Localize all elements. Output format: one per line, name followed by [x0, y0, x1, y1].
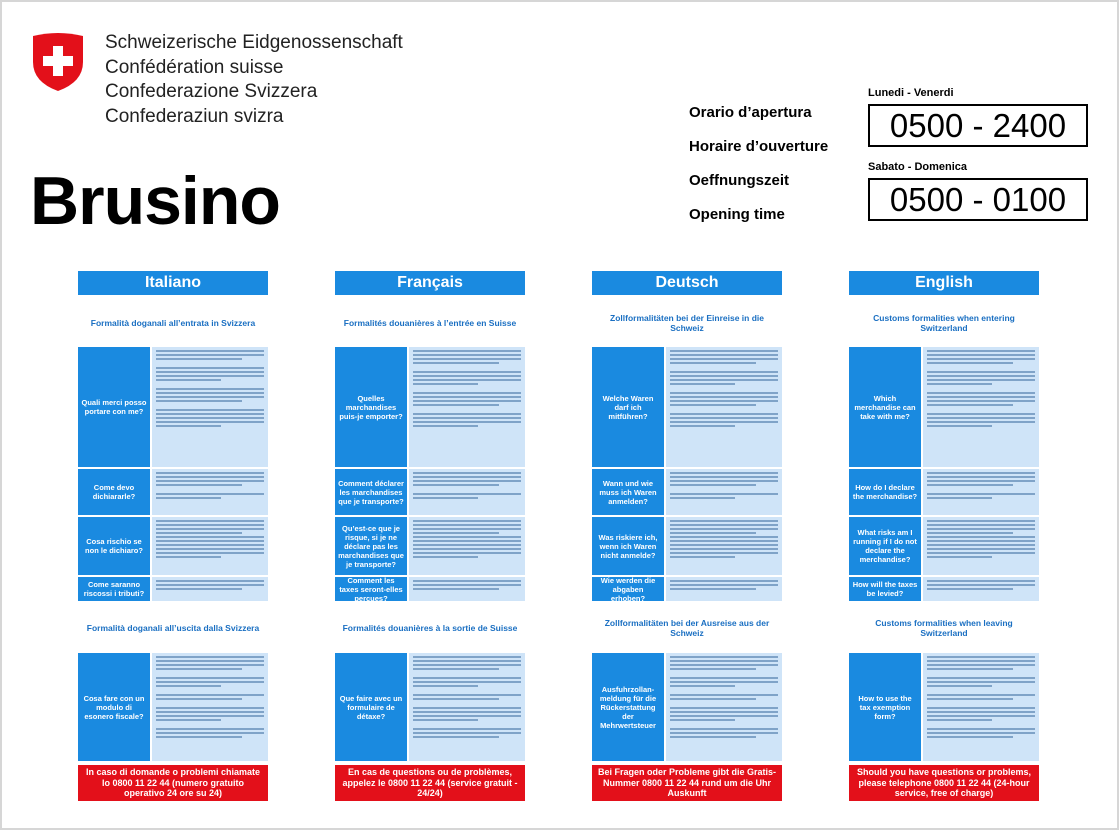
- question: Wann und wie muss ich Waren anmelden?: [592, 469, 664, 515]
- question: Quelles marchandises puis-je emporter?: [335, 347, 407, 467]
- faq-row: [78, 347, 268, 467]
- faq-row: [335, 347, 525, 467]
- answer-text: [152, 469, 268, 515]
- question: Que faire avec un formulaire de détaxe?: [335, 653, 407, 761]
- faq-row: [849, 517, 1039, 575]
- weekday-hours: 0500 - 2400: [868, 104, 1088, 147]
- question: How to use the tax exemption form?: [849, 653, 921, 761]
- faq-row: [592, 577, 782, 601]
- faq-row: [592, 469, 782, 515]
- faq-row: [592, 653, 782, 761]
- answer-text: [409, 653, 525, 761]
- help-hotline-banner: En cas de questions ou de problèmes, appelez le 0800 11 22 44 (service gratuit - 24/24): [335, 765, 525, 801]
- answer-text: [666, 517, 782, 575]
- answer-text: [666, 653, 782, 761]
- question: Comment déclarer les marchandises que je transporte?: [335, 469, 407, 515]
- answer-text: [923, 469, 1039, 515]
- country-line: Confederazione Svizzera: [105, 81, 318, 102]
- column-italiano: [78, 271, 268, 801]
- question: Come saranno riscossi i tributi?: [78, 577, 150, 601]
- exit-title: Zollformalitäten bei der Ausreise aus der Schweiz: [604, 618, 770, 638]
- faq-row: [849, 653, 1039, 761]
- question: Qu’est-ce que je risque, si je ne déclare pas les marchandises que je transporte?: [335, 517, 407, 575]
- answer-text: [666, 347, 782, 467]
- answer-text: [923, 577, 1039, 601]
- question: Was riskiere ich, wenn ich Waren nicht anmelde?: [592, 517, 664, 575]
- question: What risks am I running if I do not declare the merchandise?: [849, 517, 921, 575]
- question: Cosa fare con un modulo di esonero fiscale?: [78, 653, 150, 761]
- opening-label: Opening time: [689, 206, 785, 223]
- entry-title: Formalités douanières à l’entrée en Suisse: [343, 318, 517, 328]
- opening-label: Orario d’apertura: [689, 104, 812, 121]
- question: Cosa rischio se non le dichiaro?: [78, 517, 150, 575]
- place-name: Brusino: [30, 163, 280, 239]
- entry-title: Formalità doganali all’entrata in Svizzera: [90, 318, 256, 328]
- question: Which merchandise can take with me?: [849, 347, 921, 467]
- question: Quali merci posso portare con me?: [78, 347, 150, 467]
- answer-text: [152, 347, 268, 467]
- faq-row: [849, 347, 1039, 467]
- question: Comment les taxes seront-elles perçues?: [335, 577, 407, 601]
- entry-title: Zollformalitäten bei der Einreise in die Schweiz: [610, 313, 764, 333]
- faq-row: [849, 469, 1039, 515]
- column-francais: [335, 271, 525, 801]
- answer-text: [923, 347, 1039, 467]
- faq-row: [592, 517, 782, 575]
- country-names: [105, 31, 403, 129]
- faq-row: [335, 653, 525, 761]
- answer-text: [152, 653, 268, 761]
- faq-row: [849, 577, 1039, 601]
- exit-title: Formalités douanières à la sortie de Suisse: [342, 623, 518, 633]
- faq-row: [78, 469, 268, 515]
- exit-title: Customs formalities when leaving Switzerland: [875, 618, 1013, 638]
- country-line: Confédération suisse: [105, 56, 284, 78]
- faq-row: [78, 653, 268, 761]
- column-english: [849, 271, 1039, 801]
- faq-row: [335, 517, 525, 575]
- question: Welche Waren darf ich mitführen?: [592, 347, 664, 467]
- swiss-shield-icon: [30, 32, 86, 92]
- faq-row: [335, 469, 525, 515]
- weekend-hours: 0500 - 0100: [868, 178, 1088, 221]
- country-line: Schweizerische Eidgenossenschaft: [105, 32, 403, 53]
- question: Ausfuhrzollan-meldung für die Rückerstattung der Mehrwertsteuer: [592, 653, 664, 761]
- question: Come devo dichiararle?: [78, 469, 150, 515]
- help-hotline-banner: In caso di domande o problemi chiamate lo 0800 11 22 44 (numero gratuito operativo 24 ore su 24): [78, 765, 268, 801]
- answer-text: [409, 517, 525, 575]
- faq-row: [335, 577, 525, 601]
- help-hotline-banner: Bei Fragen oder Probleme gibt die Gratis-Nummer 0800 11 22 44 rund um die Uhr Auskunft: [592, 765, 782, 801]
- opening-label: Horaire d’ouverture: [689, 138, 829, 155]
- faq-row: [78, 577, 268, 601]
- answer-text: [152, 577, 268, 601]
- question: Wie werden die abgaben erhoben?: [592, 577, 664, 601]
- weekend-label: Sabato - Domenica: [868, 161, 968, 173]
- answer-text: [409, 347, 525, 467]
- answer-text: [409, 469, 525, 515]
- country-line: Confederaziun svizra: [105, 105, 284, 127]
- column-deutsch: [592, 271, 782, 801]
- answer-text: [666, 469, 782, 515]
- answer-text: [923, 517, 1039, 575]
- exit-title: Formalità doganali all’uscita dalla Svizzera: [86, 623, 260, 633]
- answer-text: [666, 577, 782, 601]
- answer-text: [409, 577, 525, 601]
- question: How do I declare the merchandise?: [849, 469, 921, 515]
- question: How will the taxes be levied?: [849, 577, 921, 601]
- weekday-label: Lunedi - Venerdi: [868, 87, 954, 99]
- entry-title: Customs formalities when entering Switzerland: [873, 313, 1015, 333]
- answer-text: [152, 517, 268, 575]
- language-header: Français: [335, 271, 525, 295]
- faq-row: [592, 347, 782, 467]
- language-header: English: [849, 271, 1039, 295]
- answer-text: [923, 653, 1039, 761]
- language-header: Italiano: [78, 271, 268, 295]
- language-header: Deutsch: [592, 271, 782, 295]
- help-hotline-banner: Should you have questions or problems, please telephone 0800 11 22 44 (24-hour service, free of charge): [849, 765, 1039, 801]
- opening-label: Oeffnungszeit: [689, 172, 789, 189]
- faq-row: [78, 517, 268, 575]
